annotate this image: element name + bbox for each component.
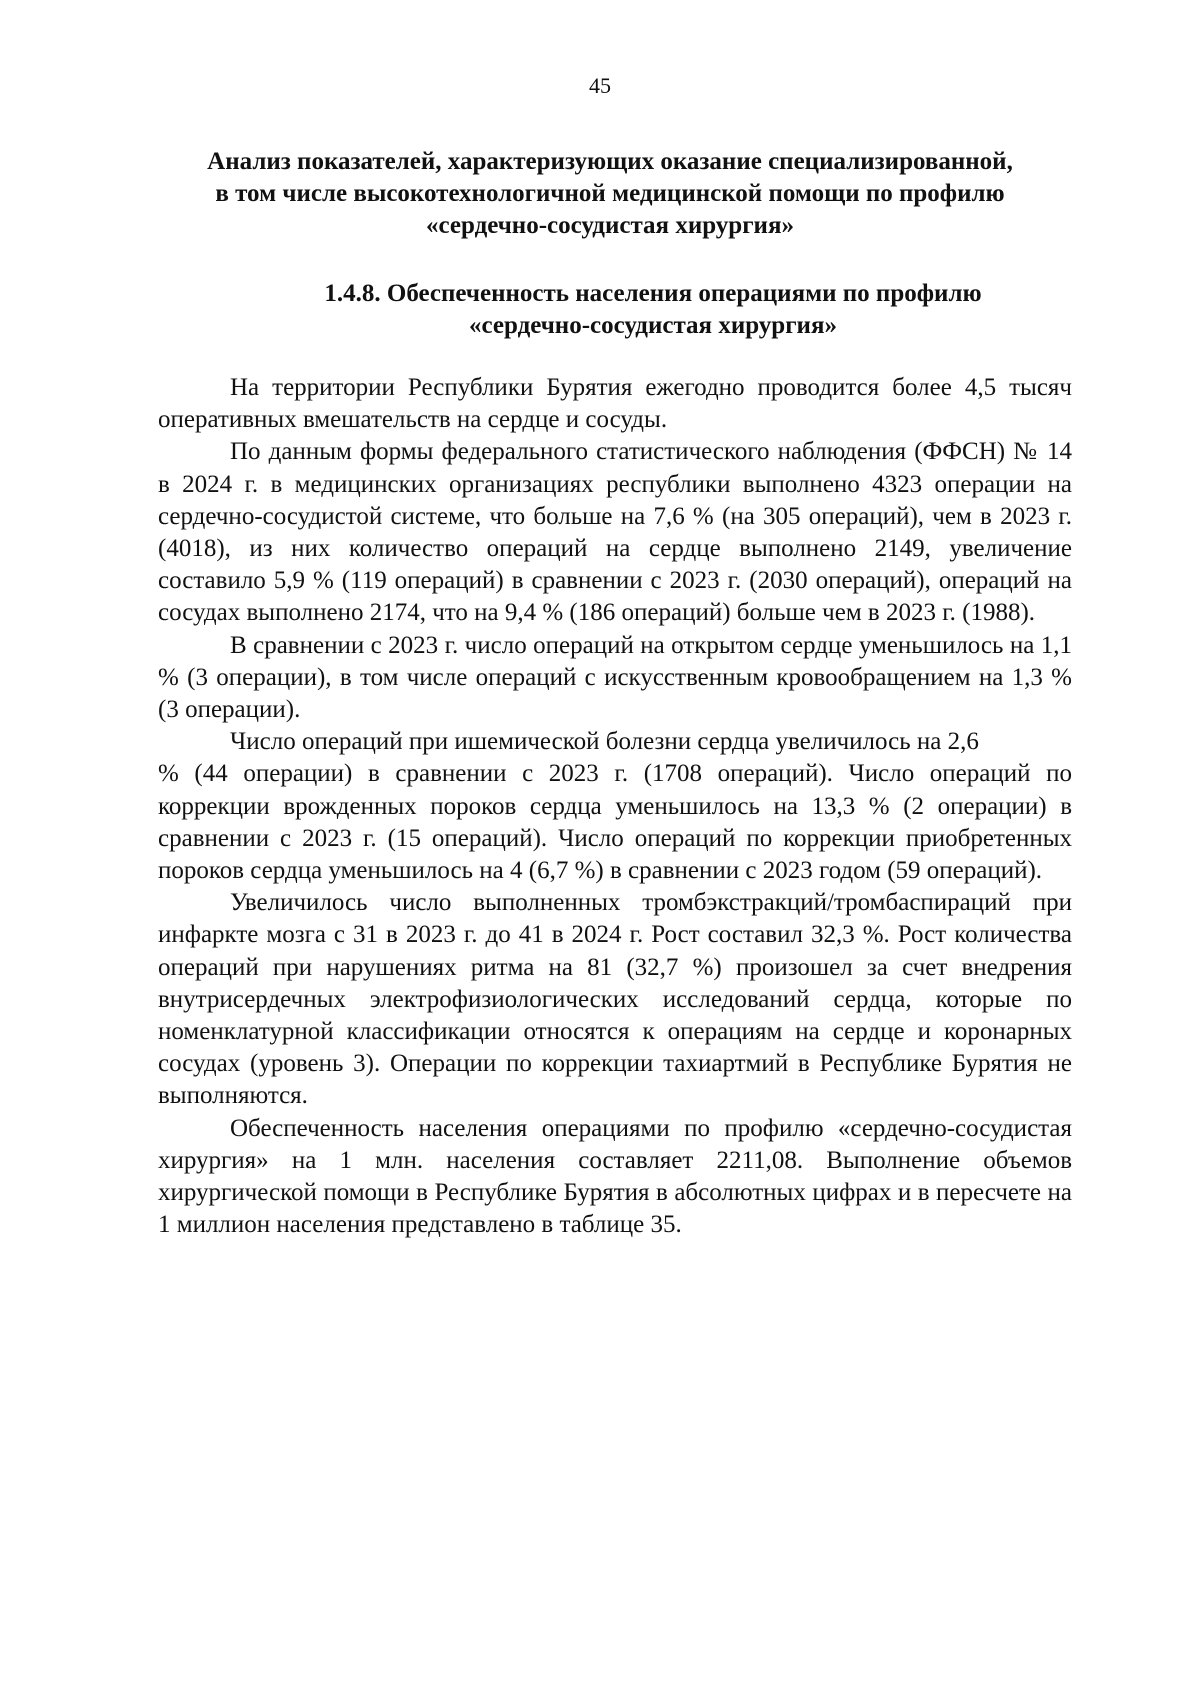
paragraph: Обеспеченность населения операциями по профилю «сердечно-сосудистая хирургия» на 1 млн. населения составляет 2211,08. Выполнение объемов хирургической помощи в Республике Бурятия в абсолютных цифрах и в пересчете на 1 миллион населения представлено в таблице 35. [158,1114,1072,1239]
title-line: в том числе высокотехнологичной медицинской помощи по профилю [215,180,1005,207]
document-title [150,146,1070,242]
paragraph: По данным формы федерального статистического наблюдения (ФФСН) № 14 в 2024 г. в медицинских организациях республики выполнено 4323 операции на сердечно-сосудистой системе, что больше на 7,6 % (на 305 операций), чем в 2023 г. (4018), из них количество операций на сердце выполнено 2149, увеличение составило 5,9 % (119 операций) в сравнении с 2023 г. (2030 операций), операций на сосудах выполнено 2174, что на 9,4 % (186 операций) больше чем в 2023 г. (1988). [158,438,1072,627]
title-line: Анализ показателей, характеризующих оказание специализированной, [207,148,1013,175]
title-line: «сердечно-сосудистая хирургия» [426,212,794,239]
paragraph: Число операций при ишемической болезни сердца увеличилось на 2,6 [230,728,979,756]
body-text [158,372,1072,1241]
section-heading-line: «сердечно-сосудистая хирургия» [469,312,837,339]
paragraph: На территории Республики Бурятия ежегодно проводится более 4,5 тысяч оперативных вмешательств на сердце и сосуды. [158,374,1072,434]
page-number: 45 [589,73,611,98]
paragraph: В сравнении с 2023 г. число операций на открытом сердце уменьшилось на 1,1 % (3 операции), в том числе операций с искусственным кровообращением на 1,3 % (3 операции). [158,631,1072,724]
section-heading-line: 1.4.8. Обеспеченность населения операциями по профилю [324,280,982,307]
section-heading [258,278,1048,342]
paragraph: Увеличилось число выполненных тромбэкстракций/тромбаспираций при инфаркте мозга с 31 в 2023 г. до 41 в 2024 г. Рост составил 32,3 %. Рост количества операций при нарушениях ритма на 81 (32,7 %) произошел за счет внедрения внутрисердечных электрофизиологических исследований сердца, которые по номенклатурной классификации относятся к операциям на сердце и коронарных сосудах (уровень 3). Операции по коррекции тахиартмий в Республике Бурятия не выполняются. [158,889,1072,1110]
paragraph: % (44 операции) в сравнении с 2023 г. (1708 операций). Число операций по коррекции врожденных пороков сердца уменьшилось на 13,3 % (2 операции) в сравнении с 2023 г. (15 операций). Число операций по коррекции приобретенных пороков сердца уменьшилось на 4 (6,7 %) в сравнении с 2023 годом (59 операций). [158,760,1072,885]
